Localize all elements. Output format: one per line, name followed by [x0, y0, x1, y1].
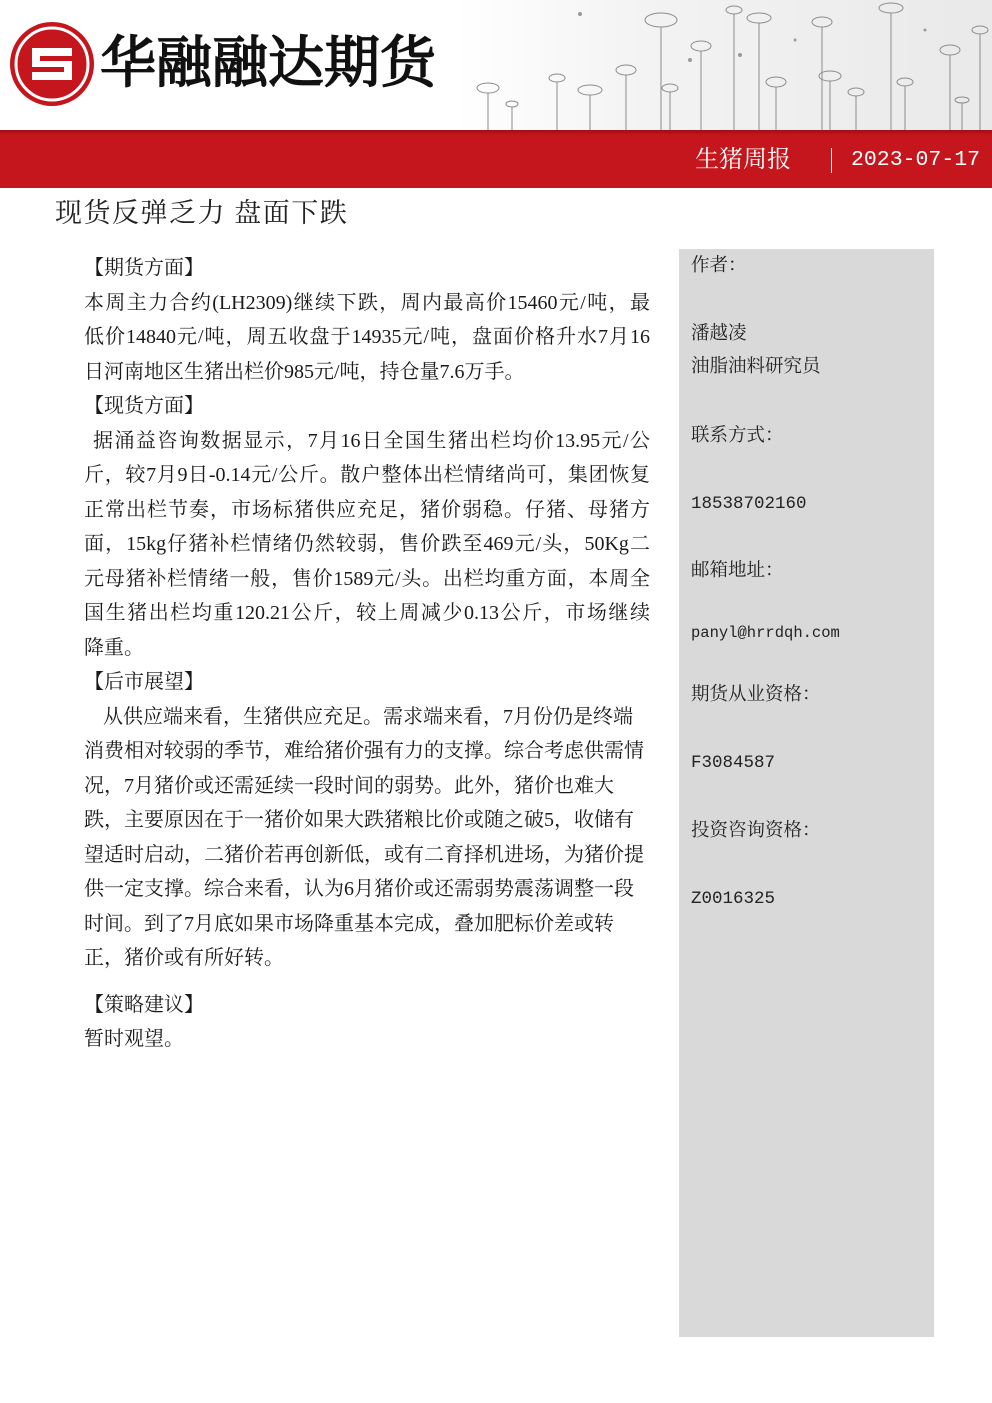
consulting-qualification-label: 投资咨询资格： [691, 821, 821, 841]
report-type: 生猪周报 [695, 147, 791, 173]
paragraph-line: 时间。到了7月底如果市场降重基本完成，叠加肥标价差或转 [84, 912, 614, 935]
author-sidebar [679, 249, 934, 1337]
paragraph-line: 斤，较7月9日-0.14元/公斤。散户整体出栏情绪尚可，集团恢复 [84, 464, 650, 486]
company-name: 华融融达期货 [100, 31, 436, 96]
futures-qualification-label: 期货从业资格： [691, 685, 821, 705]
paragraph-line: 面，15kg仔猪补栏情绪仍然较弱，售价跌至469元/头，50Kg二 [84, 533, 650, 555]
paragraph-line: 况，7月猪价或还需延续一段时间的弱势。此外，猪价也难大 [84, 774, 614, 797]
section-heading-strategy: 【策略建议】 [84, 993, 204, 1016]
company-logo-icon [10, 22, 94, 106]
section-heading-spot: 【现货方面】 [84, 395, 204, 417]
author-label: 作者： [691, 256, 747, 276]
report-date: 2023-07-17 [851, 148, 981, 172]
paragraph-line: 本周主力合约(LH2309)继续下跌，周内最高价15460元/吨，最 [84, 291, 650, 314]
paragraph-line: 望适时启动，二猪价若再创新低，或有二育择机进场，为猪价提 [84, 843, 644, 866]
report-title: 现货反弹乏力 盘面下跌 [55, 198, 349, 228]
paragraph-line: 消费相对较弱的季节，难给猪价强有力的支撑。综合考虑供需情 [84, 740, 644, 762]
author-name: 潘越凌 [691, 324, 747, 344]
futures-qualification-number: F3084587 [691, 753, 776, 773]
paragraph-line: 暂时观望。 [84, 1028, 184, 1050]
phone-number: 18538702160 [691, 494, 807, 514]
email-address: panyl@hrrdqh.com [691, 624, 840, 642]
section-heading-outlook: 【后市展望】 [84, 671, 204, 693]
report-body [84, 251, 650, 1057]
paragraph-line: 降重。 [84, 636, 144, 659]
paragraph-line: 跌，主要原因在于一猪价如果大跌猪粮比价或随之破5，收储有 [84, 809, 634, 831]
paragraph-line: 正常出栏节奏，市场标猪供应充足，猪价弱稳。仔猪、母猪方 [84, 498, 650, 521]
consulting-qualification-number: Z0016325 [691, 889, 776, 909]
paragraph-line: 国生猪出栏均重120.21公斤，较上周减少0.13公斤，市场继续 [84, 602, 650, 624]
header-separator [831, 148, 832, 173]
paragraph-line: 元母猪补栏情绪一般，售价1589元/头。出栏均重方面，本周全 [84, 567, 650, 590]
paragraph-line: 从供应端来看，生猪供应充足。需求端来看，7月份仍是终端 [103, 705, 633, 728]
header-decoration [455, 0, 992, 130]
paragraph-line: 低价14840元/吨，周五收盘于14935元/吨，盘面价格升水7月16 [84, 326, 650, 348]
paragraph-line: 日河南地区生猪出栏价985元/吨，持仓量7.6万手。 [84, 360, 525, 383]
section-heading-futures: 【期货方面】 [84, 257, 204, 279]
email-label: 邮箱地址： [691, 561, 784, 581]
paragraph-line: 供一定支撑。综合来看，认为6月猪价或还需弱势震荡调整一段 [84, 878, 634, 900]
paragraph-line: 正，猪价或有所好转。 [84, 947, 284, 969]
contact-label: 联系方式： [691, 426, 784, 446]
author-title: 油脂油料研究员 [691, 357, 821, 377]
paragraph-line: 据涌益咨询数据显示，7月16日全国生猪出栏均价13.95元/公 [93, 429, 650, 452]
header-band [0, 130, 992, 188]
